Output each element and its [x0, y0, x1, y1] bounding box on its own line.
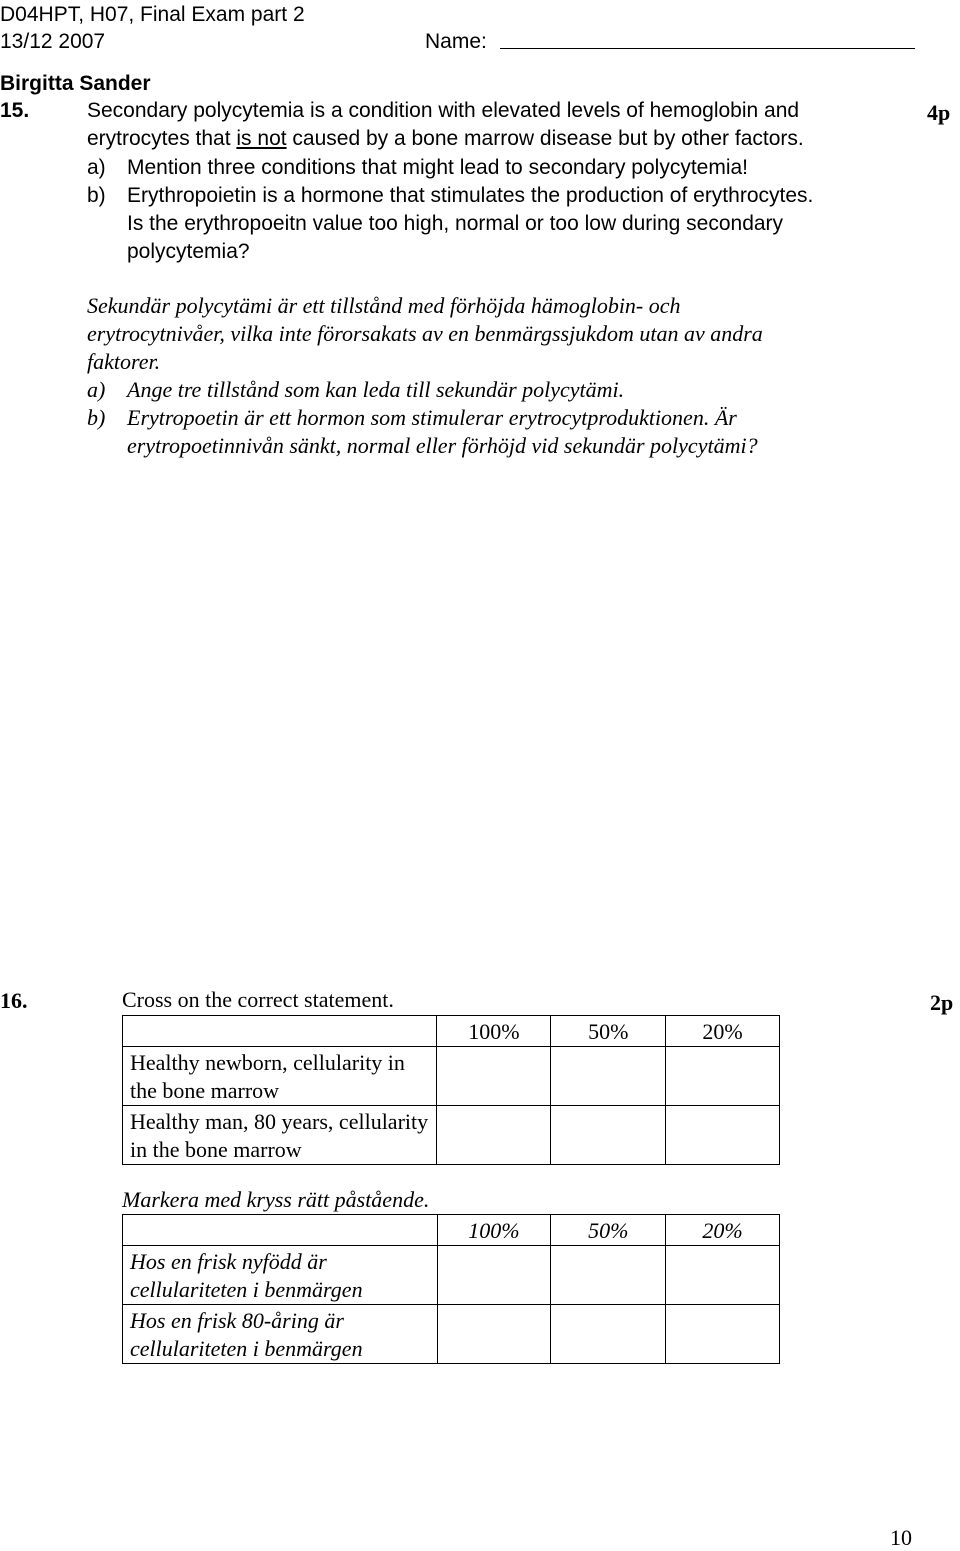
row-label: Hos en frisk 80-åring är cellulariteten i benmärgen [123, 1305, 438, 1364]
answer-cell-100[interactable] [437, 1246, 551, 1305]
q15-sv-a-label: a) [87, 377, 106, 402]
q16-en-instruction: Cross on the correct statement. [122, 987, 394, 1012]
answer-cell-100[interactable] [437, 1047, 551, 1106]
question-15-number: 15. [0, 99, 30, 122]
column-header: 50% [551, 1215, 666, 1246]
q16-sv-answer-table [122, 1214, 780, 1364]
q15-en-line2-pre: erytrocytes that [87, 127, 237, 150]
table-corner-cell [123, 1215, 438, 1246]
answer-cell-20[interactable] [666, 1246, 780, 1305]
name-field-line [500, 48, 915, 49]
table-row [123, 1246, 780, 1305]
q15-en-line2-underlined: is not [236, 127, 287, 150]
table-row [123, 1305, 780, 1364]
question-16-points: 2p [930, 990, 954, 1015]
q15-en-line2 [87, 126, 804, 152]
q15-sv-b-label: b) [87, 405, 106, 430]
q15-sv-a-text: Ange tre tillstånd som kan leda till sekundär polycytämi. [127, 377, 625, 402]
q15-sv-b-text2: erytropoetinnivån sänkt, normal eller förhöjd vid sekundär polycytämi? [127, 433, 758, 458]
course-title: D04HPT, H07, Final Exam part 2 [0, 3, 305, 26]
q15-sv-line3: faktorer. [87, 349, 161, 374]
q15-en-a-label: a) [87, 156, 106, 179]
answer-cell-100[interactable] [437, 1305, 551, 1364]
answer-cell-20[interactable] [666, 1106, 780, 1165]
q15-en-b-label: b) [87, 184, 106, 207]
column-header: 20% [666, 1016, 780, 1047]
q15-sv-line2: erytrocytnivåer, vilka inte förorsakats av en benmärgssjukdom utan av andra [87, 321, 763, 346]
name-label: Name: [425, 30, 487, 53]
answer-cell-50[interactable] [551, 1106, 666, 1165]
q15-en-line1: Secondary polycytemia is a condition with elevated levels of hemoglobin and [87, 99, 800, 122]
q15-en-b-text2: Is the erythropoeitn value too high, normal or too low during secondary [127, 212, 784, 235]
table-row [123, 1106, 780, 1165]
q15-en-b-text1: Erythropoietin is a hormone that stimulates the production of erythrocytes. [127, 184, 814, 207]
page-number: 10 [890, 1525, 912, 1550]
column-header: 20% [666, 1215, 780, 1246]
q15-en-b-text3: polycytemia? [127, 240, 250, 263]
column-header: 100% [437, 1215, 551, 1246]
q16-en-answer-table [122, 1015, 780, 1165]
row-label: Healthy man, 80 years, cellularity in the bone marrow [123, 1106, 437, 1165]
table-header-row [123, 1215, 780, 1246]
column-header: 50% [551, 1016, 666, 1047]
column-header: 100% [437, 1016, 551, 1047]
answer-cell-100[interactable] [437, 1106, 551, 1165]
answer-cell-20[interactable] [666, 1047, 780, 1106]
answer-cell-20[interactable] [666, 1305, 780, 1364]
answer-cell-50[interactable] [551, 1246, 666, 1305]
exam-date: 13/12 2007 [0, 30, 106, 53]
q16-sv-instruction: Markera med kryss rätt påstående. [122, 1187, 430, 1212]
row-label: Healthy newborn, cellularity in the bone marrow [123, 1047, 437, 1106]
table-header-row [123, 1016, 780, 1047]
q15-sv-line1: Sekundär polycytämi är ett tillstånd med förhöjda hämoglobin- och [87, 293, 681, 318]
table-row [123, 1047, 780, 1106]
question-15-points: 4p [927, 100, 951, 125]
q15-en-line2-post: caused by a bone marrow disease but by other factors. [286, 127, 804, 150]
q15-sv-b-text1: Erytropoetin är ett hormon som stimulerar erytrocytproduktionen. Är [127, 405, 737, 430]
row-label: Hos en frisk nyfödd är cellulariteten i benmärgen [123, 1246, 438, 1305]
question-16-number: 16. [0, 988, 28, 1013]
answer-cell-50[interactable] [551, 1305, 666, 1364]
answer-cell-50[interactable] [551, 1047, 666, 1106]
q15-en-a-text: Mention three conditions that might lead to secondary polycytemia! [127, 156, 749, 179]
table-corner-cell [123, 1016, 437, 1047]
author-name: Birgitta Sander [0, 72, 151, 95]
